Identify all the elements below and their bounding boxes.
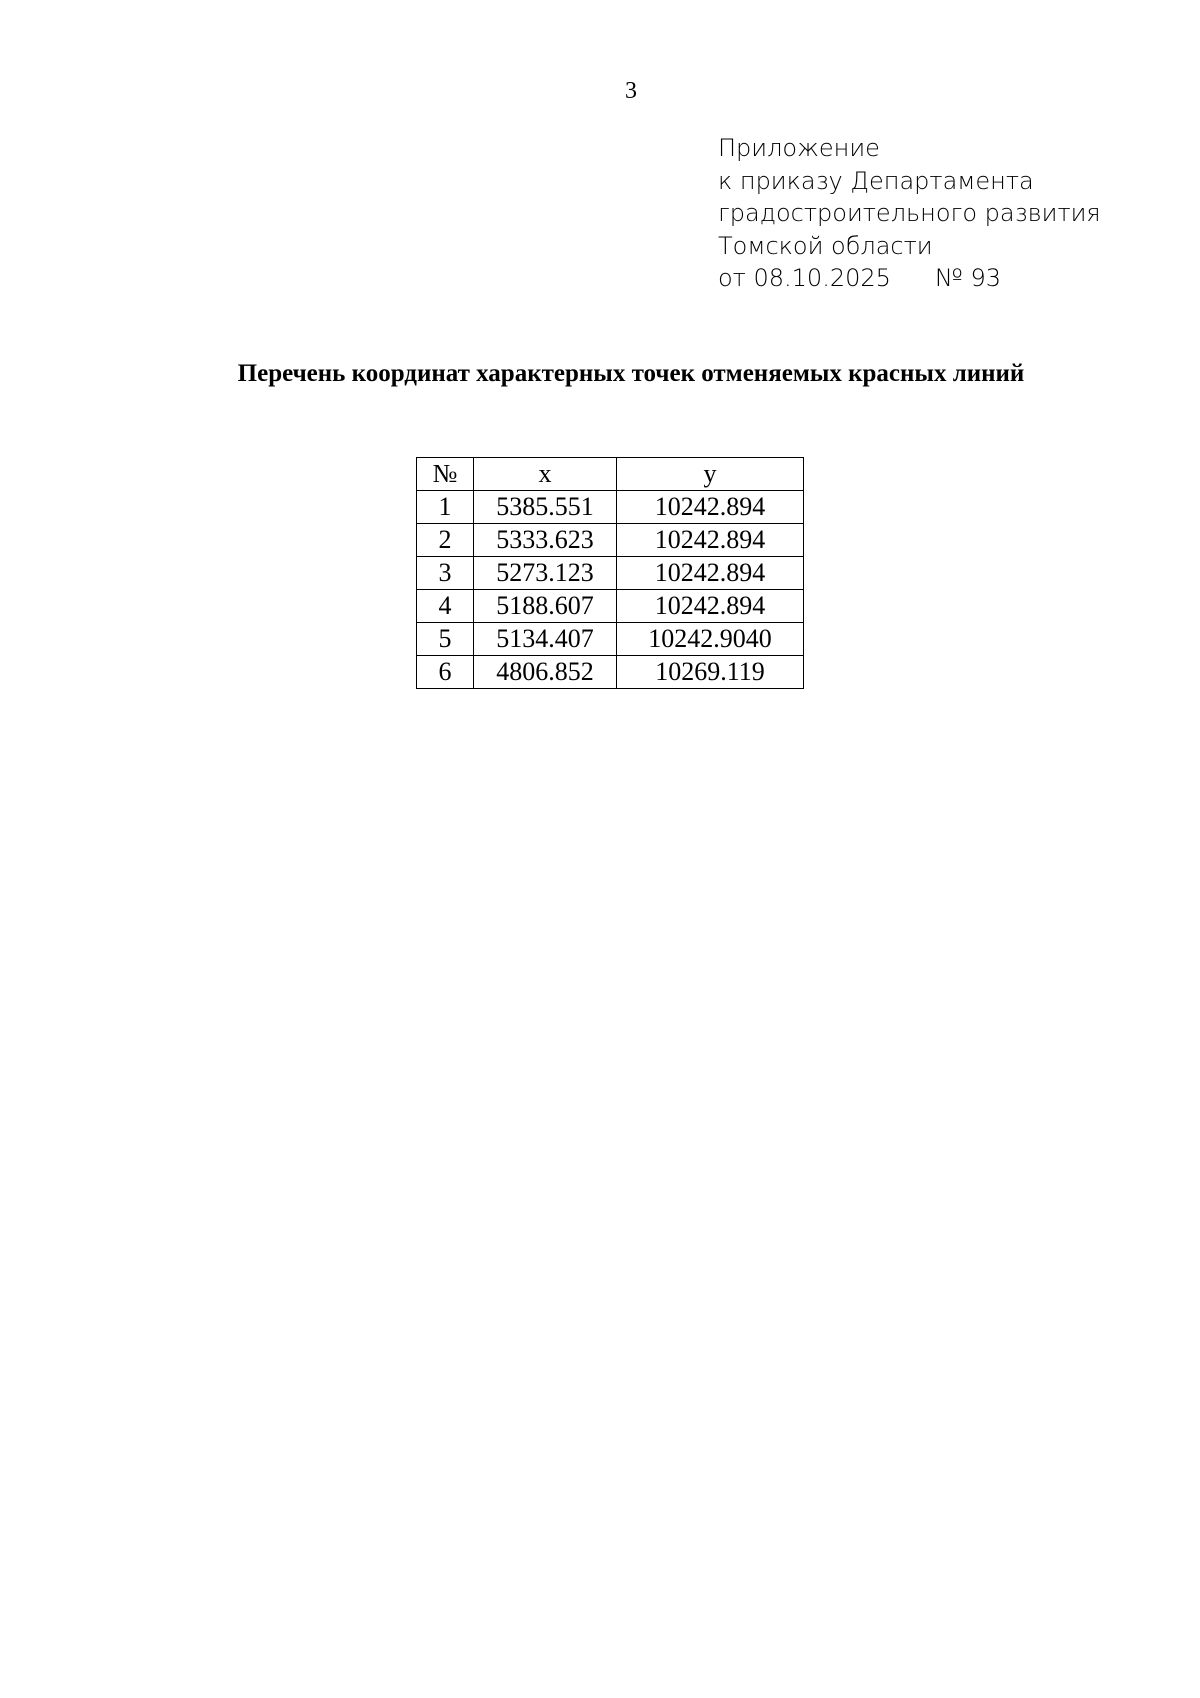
appendix-order-ref: к приказу Департамента bbox=[718, 166, 1034, 195]
cell-y: 10242.894 bbox=[617, 491, 804, 524]
cell-number: 1 bbox=[417, 491, 474, 524]
header-number: № bbox=[417, 458, 474, 491]
cell-y: 10269.119 bbox=[617, 656, 804, 689]
appendix-date-number bbox=[718, 262, 1101, 295]
table-row bbox=[417, 590, 804, 623]
cell-number: 5 bbox=[417, 623, 474, 656]
appendix-label: Приложение bbox=[718, 134, 880, 162]
table-header-row bbox=[417, 458, 804, 491]
cell-x: 5385.551 bbox=[474, 491, 617, 524]
page-number: 3 bbox=[625, 78, 637, 104]
coordinates-table bbox=[416, 457, 804, 689]
appendix-region: Томской области bbox=[718, 231, 933, 260]
cell-x: 5273.123 bbox=[474, 557, 617, 590]
cell-y: 10242.894 bbox=[617, 590, 804, 623]
document-title: Перечень координат характерных точек отменяемых красных линий bbox=[237, 360, 1025, 387]
cell-x: 5188.607 bbox=[474, 590, 617, 623]
table-row bbox=[417, 491, 804, 524]
cell-x: 5333.623 bbox=[474, 524, 617, 557]
table-row bbox=[417, 557, 804, 590]
cell-y: 10242.894 bbox=[617, 524, 804, 557]
appendix-date: от 08.10.2025 bbox=[718, 264, 891, 292]
header-y: y bbox=[617, 458, 804, 491]
cell-y: 10242.9040 bbox=[617, 623, 804, 656]
appendix-number: № 93 bbox=[934, 264, 1002, 292]
cell-number: 3 bbox=[417, 557, 474, 590]
cell-y: 10242.894 bbox=[617, 557, 804, 590]
cell-x: 5134.407 bbox=[474, 623, 617, 656]
header-x: x bbox=[474, 458, 617, 491]
table-row bbox=[417, 623, 804, 656]
appendix-block bbox=[718, 132, 1101, 295]
appendix-department: градостроительного развития bbox=[718, 199, 1101, 227]
table-row bbox=[417, 656, 804, 689]
table-row bbox=[417, 524, 804, 557]
cell-number: 4 bbox=[417, 590, 474, 623]
cell-x: 4806.852 bbox=[474, 656, 617, 689]
cell-number: 6 bbox=[417, 656, 474, 689]
cell-number: 2 bbox=[417, 524, 474, 557]
